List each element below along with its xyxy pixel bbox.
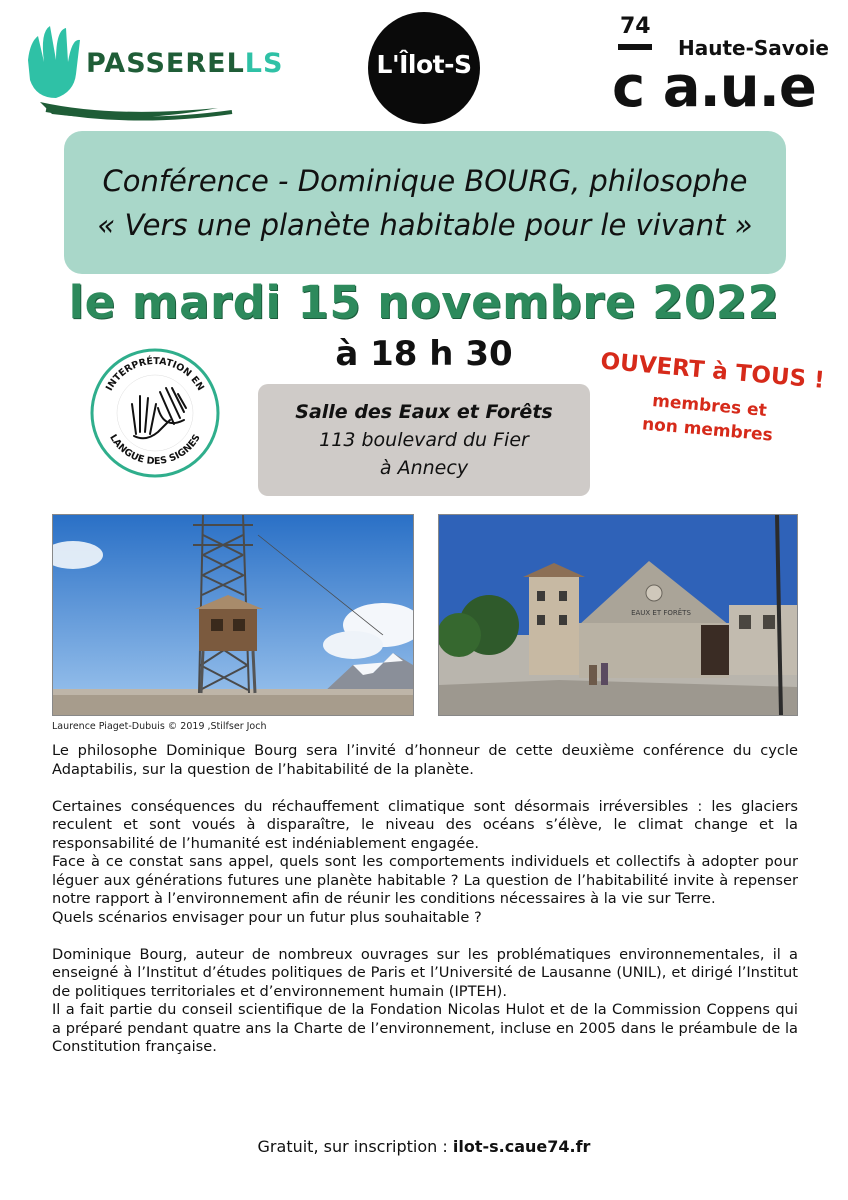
- caue-bar: [618, 44, 652, 50]
- venue-name: Salle des Eaux et Forêts: [295, 401, 553, 423]
- article-body: [52, 742, 798, 1057]
- ilot-s-logo: [368, 12, 480, 124]
- caue-department: Haute-Savoie: [678, 36, 829, 60]
- caue-number: 74: [620, 14, 651, 39]
- event-time: à 18 h 30: [335, 334, 513, 374]
- paragraph-intro: Le philosophe Dominique Bourg sera l’invité d’honneur de cette deuxième conférence du cycle Adaptabilis, sur la question de l’habitabilité de la planète.: [52, 742, 798, 778]
- pylon-image: [53, 515, 413, 715]
- open-non-members-line: non membres: [641, 414, 774, 446]
- building-sign-text: EAUX ET FORÊTS: [631, 609, 691, 617]
- caue-logo: [612, 14, 832, 126]
- venue-address: 113 boulevard du Fier: [319, 429, 529, 451]
- registration-link[interactable]: ilot-s.caue74.fr: [452, 1137, 591, 1156]
- photo-eaux-forets-building: [438, 514, 798, 716]
- open-to-all-block: [583, 348, 833, 498]
- open-to-all-title: OUVERT à TOUS !: [599, 348, 826, 394]
- conference-subtitle: « Vers une planète habitable pour le vivant »: [97, 207, 753, 242]
- passerelles-logo: [22, 22, 284, 122]
- sign-language-seal: [88, 346, 222, 480]
- conference-title-box: [64, 131, 786, 274]
- ilot-s-wordmark: L'Îlot-S: [376, 50, 472, 79]
- paragraph-scenarios: Quels scénarios envisager pour un futur plus souhaitable ?: [52, 908, 482, 926]
- building-image: [439, 515, 797, 715]
- sign-language-icon: [88, 346, 222, 480]
- passerelles-wordmark: PASSERELLS: [86, 48, 284, 79]
- paragraph-consequences: Certaines conséquences du réchauffement climatique sont désormais irréversibles : les glaciers reculent et sont voués à disparaître, le niveau des océans s’élève, le climat change et la responsabilité de l’humanité est indéniablement engagée.: [52, 797, 798, 852]
- paragraph-bio: Dominique Bourg, auteur de nombreux ouvrages sur les problématiques environnementales, il a enseigné à l’Institut d’études politiques de Paris et l’Université de Lausanne (UNIL), et dirigé l’Institut de politiques territoriales et d’environnement humain (IPTEH).: [52, 945, 798, 1000]
- caue-wordmark: c a.u.e: [612, 55, 816, 120]
- paragraph-question: Face à ce constat sans appel, quels sont les comportements individuels et collectifs à adopter pour léguer aux générations futures une planète habitable ? La question de l’habitabilité invite à repenser notre rapport à l’environnement afin de réunir les conditions nécessaires à la vie sur Terre.: [52, 853, 798, 907]
- seal-top-text: INTERPRÉTATION EN: [103, 355, 206, 393]
- registration-label: Gratuit, sur inscription :: [257, 1137, 453, 1156]
- venue-city: à Annecy: [379, 457, 469, 479]
- open-members-line: membres et: [651, 391, 768, 422]
- registration-footer: [0, 1137, 848, 1156]
- seal-bottom-text: LANGUE DES SIGNES: [107, 432, 203, 468]
- paragraph-council: Il a fait partie du conseil scientifique de la Fondation Nicolas Hulot et de la Commission Coppens qui a préparé pendant quatre ans la Charte de l’environnement, incluse en 2005 dans le préambule de la Constitution française.: [52, 1001, 798, 1055]
- conference-title: Conférence - Dominique BOURG, philosophe: [102, 163, 748, 198]
- event-date: le mardi 15 novembre 2022: [68, 276, 780, 329]
- venue-box: [258, 384, 590, 496]
- photo-pylon-hut: [52, 514, 414, 716]
- photo-credit: Laurence Piaget-Dubuis © 2019 ,Stilfser Joch: [52, 721, 267, 732]
